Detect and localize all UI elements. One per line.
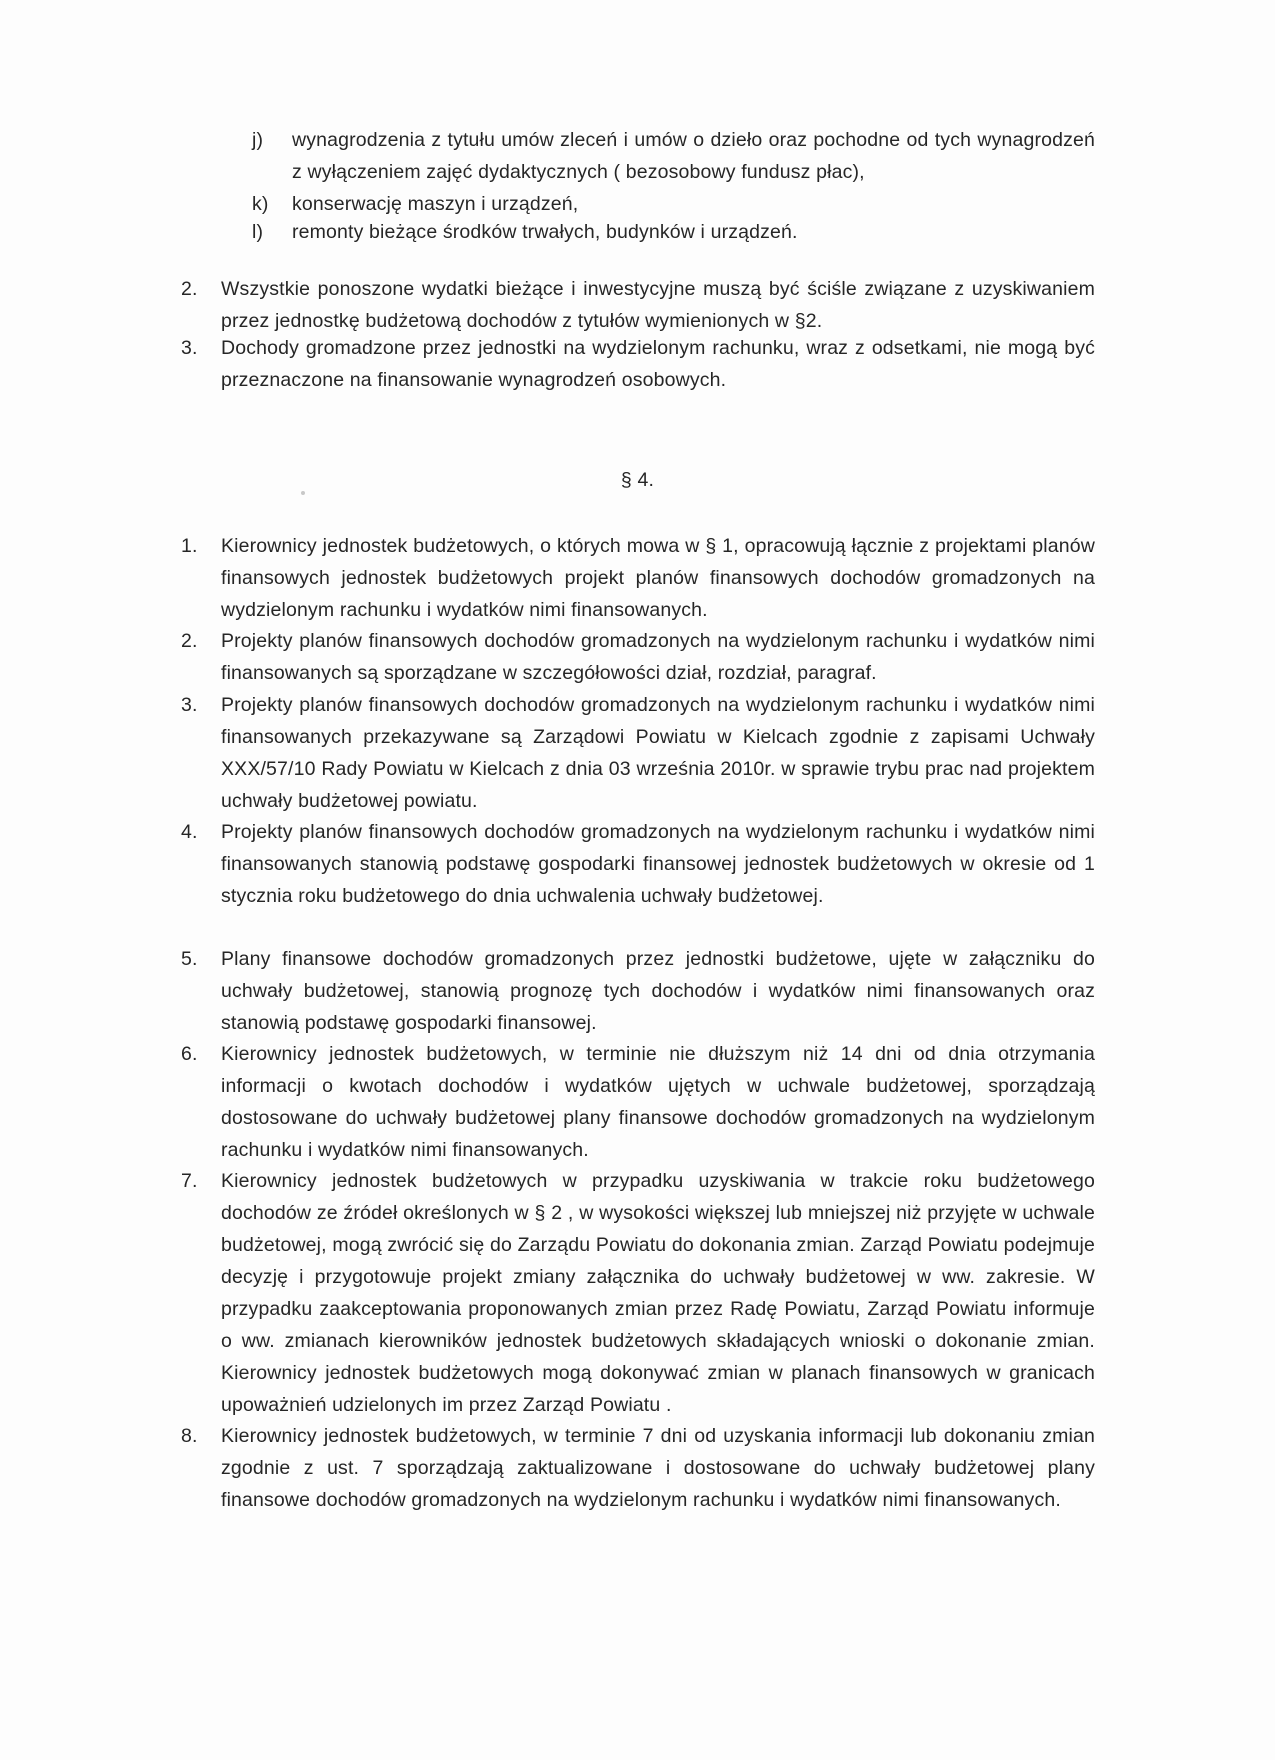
list-item-text: Kierownicy jednostek budżetowych, w terminie nie dłuższym niż 14 dni od dnia otrzymania informacji o kwotach dochodów i wydatków ujętych w uchwale budżetowej, sporządzają dostosowane do uchwały budżetowej plany finansowe dochodów gromadzonych na wydzielonym rachunku i wydatków nimi finansowanych. — [221, 1043, 1095, 1161]
list-marker: j) — [252, 129, 264, 151]
list-marker: 1. — [181, 535, 198, 557]
list-item-text: konserwację maszyn i urządzeń, — [292, 193, 579, 215]
list-item-text: Projekty planów finansowych dochodów gromadzonych na wydzielonym rachunku i wydatków nimi finansowanych są sporządzane w szczegółowości dział, rozdział, paragraf. — [221, 630, 1095, 684]
list-item-text: Projekty planów finansowych dochodów gromadzonych na wydzielonym rachunku i wydatków nimi finansowanych stanowią podstawę gospodarki finansowej jednostek budżetowych w okresie od 1 stycznia roku budżetowego do dnia uchwalenia uchwały budżetowej. — [221, 821, 1095, 907]
list-item-text: remonty bieżące środków trwałych, budynków i urządzeń. — [292, 221, 798, 243]
list-item — [252, 216, 1095, 248]
list-item-text: Plany finansowe dochodów gromadzonych przez jednostki budżetowe, ujęte w załączniku do uchwały budżetowej, stanowią prognozę tych dochodów i wydatków nimi finansowanych oraz stanowią podstawę gospodarki finansowej. — [221, 948, 1095, 1034]
list-item — [181, 943, 1095, 1039]
list-item-text: wynagrodzenia z tytułu umów zleceń i umów o dzieło oraz pochodne od tych wynagrodzeń z wyłączeniem zajęć dydaktycznych ( bezosobowy fundusz płac), — [292, 129, 1095, 183]
list-marker: k) — [252, 193, 269, 215]
scan-speck — [301, 491, 305, 495]
list-marker: 3. — [181, 694, 198, 716]
list-item-text: Dochody gromadzone przez jednostki na wydzielonym rachunku, wraz z odsetkami, nie mogą być przeznaczone na finansowanie wynagrodzeń osobowych. — [221, 337, 1095, 391]
list-item-text: Wszystkie ponoszone wydatki bieżące i inwestycyjne muszą być ściśle związane z uzyskiwaniem przez jednostkę budżetową dochodów z tytułów wymienionych w §2. — [221, 278, 1095, 332]
list-item — [181, 1165, 1095, 1421]
section-heading: § 4. — [620, 469, 655, 491]
list-marker: 2. — [181, 630, 198, 652]
list-item-text: Kierownicy jednostek budżetowych, w terminie 7 dni od uzyskania informacji lub dokonaniu zmian zgodnie z ust. 7 sporządzają zaktualizowane i dostosowane do uchwały budżetowej plany finansowe dochodów gromadzonych na wydzielonym rachunku i wydatków nimi finansowanych. — [221, 1425, 1095, 1511]
list-item — [181, 1420, 1095, 1516]
list-marker: 4. — [181, 821, 198, 843]
list-marker: 3. — [181, 337, 198, 359]
list-marker: 6. — [181, 1043, 198, 1065]
list-item — [181, 625, 1095, 689]
list-item-text: Kierownicy jednostek budżetowych w przypadku uzyskiwania w trakcie roku budżetowego dochodów ze źródeł określonych w § 2 , w wysokości większej lub mniejszej niż przyjęte w uchwale budżetowej, mogą zwrócić się do Zarządu Powiatu do dokonania zmian. Zarząd Powiatu podejmuje decyzję i przygotowuje projekt zmiany załącznika do uchwały budżetowej w ww. zakresie. W przypadku zaakceptowania proponowanych zmian przez Radę Powiatu, Zarząd Powiatu informuje o ww. zmianach kierowników jednostek budżetowych składających wnioski o dokonanie zmian. Kierownicy jednostek budżetowych mogą dokonywać zmian w planach finansowych w granicach upoważnień udzielonych im przez Zarząd Powiatu . — [221, 1170, 1095, 1416]
list-marker: 2. — [181, 278, 198, 300]
list-marker: l) — [252, 221, 264, 243]
list-marker: 8. — [181, 1425, 198, 1447]
list-item — [181, 530, 1095, 626]
list-marker: 5. — [181, 948, 198, 970]
list-item — [181, 273, 1095, 337]
list-item-text: Projekty planów finansowych dochodów gromadzonych na wydzielonym rachunku i wydatków nimi finansowanych przekazywane są Zarządowi Powiatu w Kielcach zgodnie z zapisami Uchwały XXX/57/10 Rady Powiatu w Kielcach z dnia 03 września 2010r. w sprawie trybu prac nad projektem uchwały budżetowej powiatu. — [221, 694, 1095, 812]
list-item — [181, 689, 1095, 817]
list-item — [181, 816, 1095, 912]
list-item-text: Kierownicy jednostek budżetowych, o których mowa w § 1, opracowują łącznie z projektami planów finansowych jednostek budżetowych projekt planów finansowych dochodów gromadzonych na wydzielonym rachunku i wydatków nimi finansowanych. — [221, 535, 1095, 621]
list-marker: 7. — [181, 1170, 198, 1192]
list-item — [181, 1038, 1095, 1166]
list-item — [181, 332, 1095, 396]
list-item — [252, 124, 1095, 188]
